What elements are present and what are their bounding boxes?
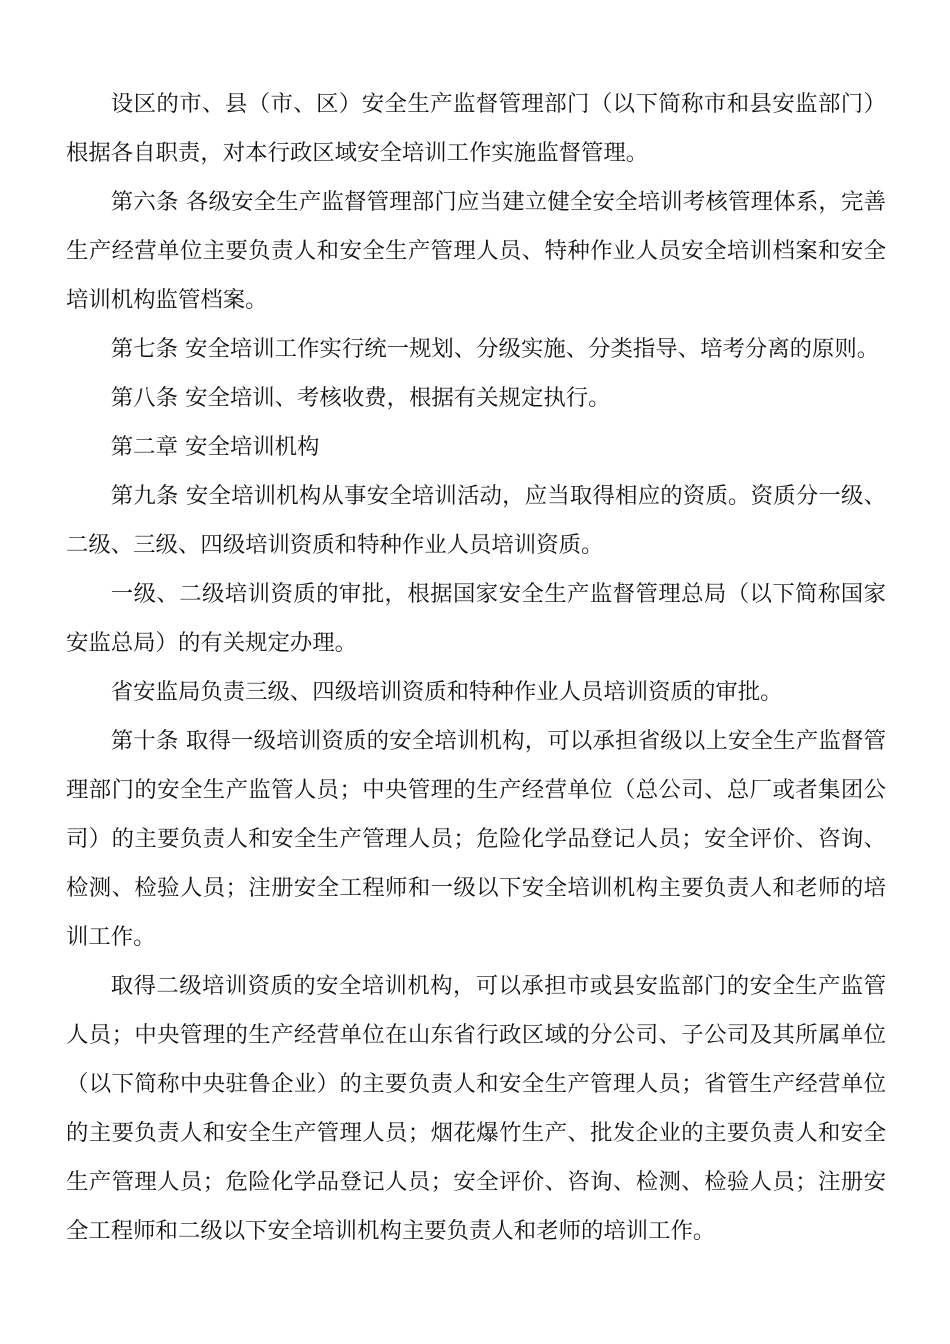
paragraph-article-9: 第九条 安全培训机构从事安全培训活动，应当取得相应的资质。资质分一级、二级、三级、四级培训资质和特种作业人员培训资质。 [66,483,886,558]
paragraph-article-9-level-3-4: 省安监局负责三级、四级培训资质和特种作业人员培训资质的审批。 [110,679,783,705]
paragraph-article-7: 第七条 安全培训工作实行统一规划、分级实施、分类指导、培考分离的原则。 [110,336,880,362]
paragraph-article-6: 第六条 各级安全生产监督管理部门应当建立健全安全培训考核管理体系，完善生产经营单位主要负责人和安全生产管理人员、特种作业人员安全培训档案和安全培训机构监管档案。 [66,189,886,313]
paragraph-article-10-level-2: 取得二级培训资质的安全培训机构，可以承担市或县安监部门的安全生产监管人员；中央管理的生产经营单位在山东省行政区域的分公司、子公司及其所属单位（以下简称中央驻鲁企业）的主要负责人和安全生产管理人员；省管生产经营单位的主要负责人和安全生产管理人员；烟花爆竹生产、批发企业的主要负责人和安全生产管理人员；危险化学品登记人员；安全评价、咨询、检测、检验人员；注册安全工程师和二级以下安全培训机构主要负责人和老师的培训工作。 [66,973,886,1244]
paragraph-article-8: 第八条 安全培训、考核收费，根据有关规定执行。 [110,385,611,411]
paragraph-jurisdiction: 设区的市、县（市、区）安全生产监督管理部门（以下简称市和县安监部门）根据各自职责，对本行政区域安全培训工作实施监督管理。 [66,91,886,166]
chapter-heading: 第二章 安全培训机构 [110,434,320,460]
paragraph-article-9-level-1-2: 一级、二级培训资质的审批，根据国家安全生产监督管理总局（以下简称国家安监总局）的有关规定办理。 [66,581,886,656]
document-body [66,80,886,1256]
paragraph-article-10: 第十条 取得一级培训资质的安全培训机构，可以承担省级以上安全生产监督管理部门的安全生产监管人员；中央管理的生产经营单位（总公司、总厂或者集团公司）的主要负责人和安全生产管理人员；危险化学品登记人员；安全评价、咨询、检测、检验人员；注册安全工程师和一级以下安全培训机构主要负责人和老师的培训工作。 [66,728,886,950]
